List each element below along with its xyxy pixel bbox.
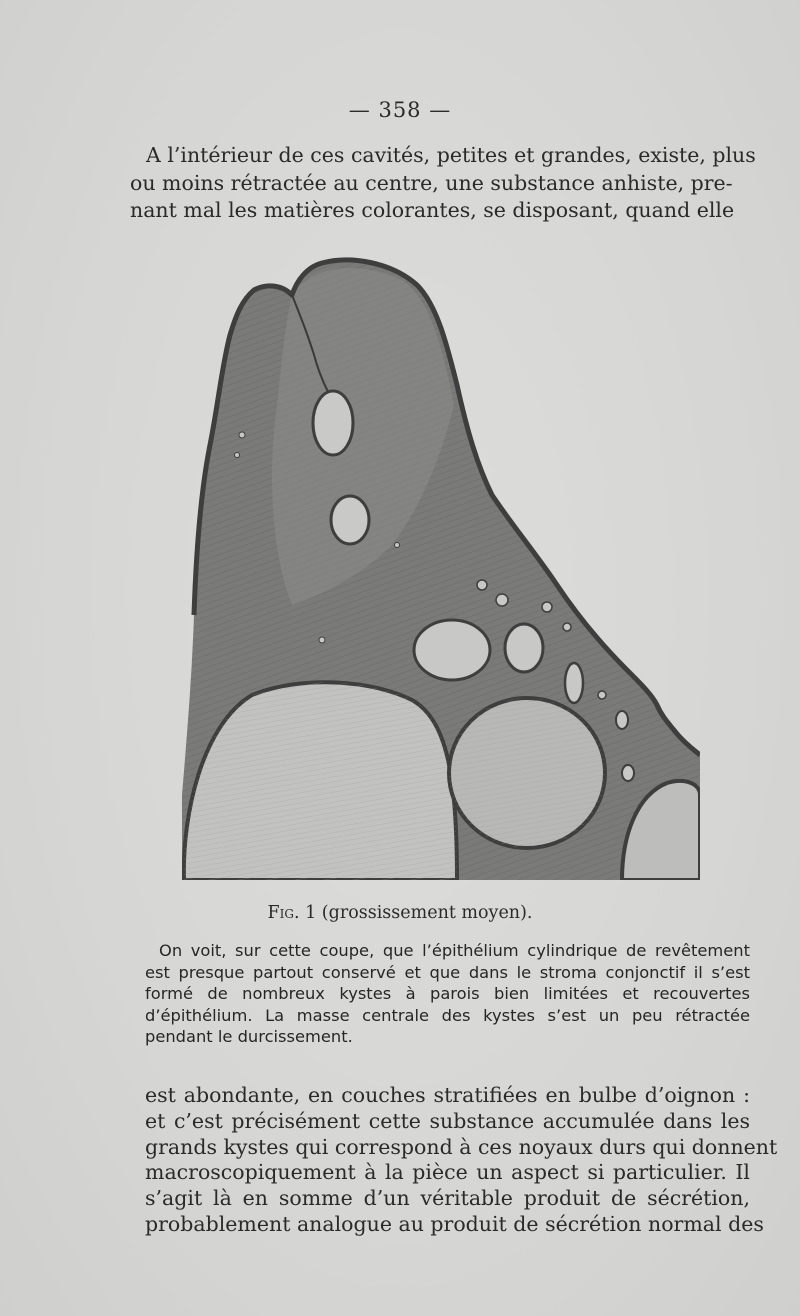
- cyst: [616, 711, 628, 729]
- legend-line: est presque partout conservé et que dans le stroma conjonctif il s’est: [145, 962, 750, 982]
- legend-line: d’épithélium. La masse centrale des kystes s’est un peu rétractée: [145, 1005, 750, 1025]
- legend-line: On voit, sur cette coupe, que l’épithélium cylindrique de revêtement: [159, 941, 750, 960]
- figure-legend: [145, 940, 750, 1048]
- cyst: [414, 620, 490, 680]
- caption-text: 1 (grossissement moyen).: [299, 903, 533, 923]
- cyst: [565, 663, 583, 703]
- micrograph-illustration: [182, 255, 700, 880]
- paragraph-bottom: [145, 1083, 778, 1238]
- text-line: grands kystes qui correspond à ces noyaux durs qui donnent: [145, 1134, 778, 1159]
- page-number: — 358 —: [348, 98, 452, 122]
- text-line: est abondante, en couches stratifiées en bulbe d’oignon :: [145, 1083, 750, 1107]
- text-line: s’agit là en somme d’un véritable produit de sécrétion,: [145, 1186, 750, 1211]
- cyst: [331, 496, 369, 544]
- histology-figure: [182, 255, 700, 880]
- cyst: [622, 765, 634, 781]
- text-line: nant mal les matières colorantes, se disposant, quand elle: [130, 198, 735, 222]
- legend-line: pendant le durcissement.: [145, 1027, 353, 1046]
- cyst: [505, 624, 543, 672]
- legend-line: formé de nombreux kystes à parois bien limitées et recouvertes: [145, 984, 750, 1003]
- text-line: probablement analogue au produit de sécrétion normal des: [145, 1211, 764, 1236]
- paragraph-top: [130, 142, 756, 225]
- text-line: et c’est précisément cette substance accumulée dans les: [145, 1108, 750, 1133]
- text-line: A l’intérieur de ces cavités, petites et grandes, existe, plus: [146, 143, 756, 167]
- cyst: [313, 391, 353, 455]
- caption-label: Fig.: [267, 903, 300, 923]
- figure-caption: [0, 903, 800, 923]
- text-line: macroscopiquement à la pièce un aspect si particulier. Il: [145, 1160, 750, 1185]
- text-line: ou moins rétractée au centre, une substance anhiste, pre-: [130, 170, 733, 195]
